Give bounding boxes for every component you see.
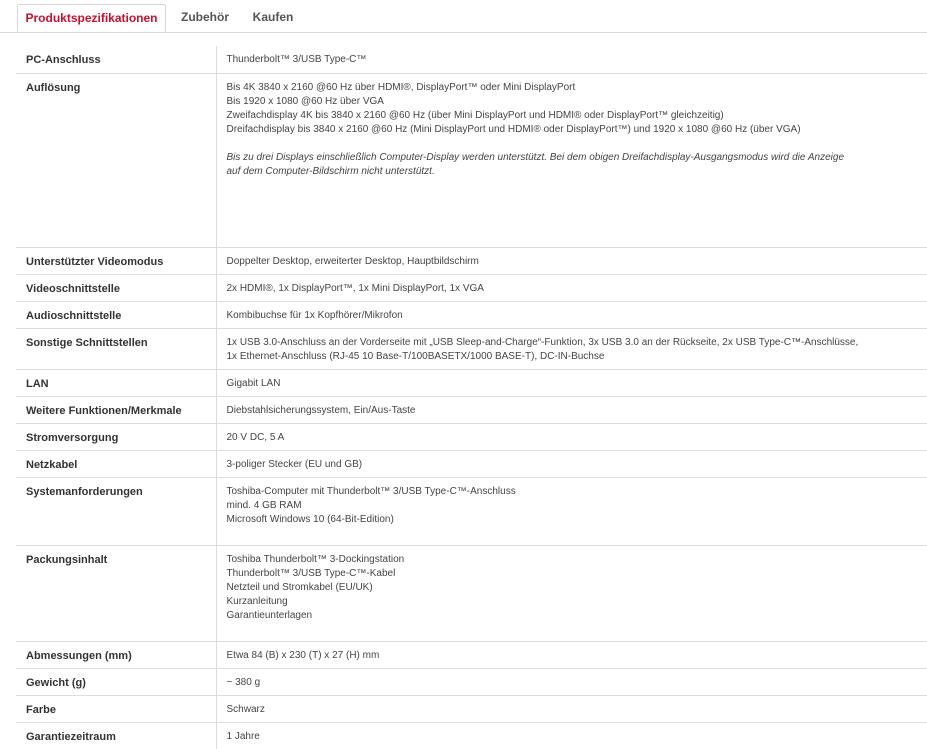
spec-label: Garantiezeitraum [16, 722, 216, 749]
spec-value-line: Etwa 84 (B) x 230 (T) x 27 (H) mm [226, 649, 380, 661]
spec-row-pc-anschluss [16, 46, 927, 73]
spec-value-line: Microsoft Windows 10 (64-Bit-Edition) [226, 513, 394, 525]
spec-label: Videoschnittstelle [16, 274, 216, 301]
spec-value-line: 1x Ethernet-Anschluss (RJ-45 10 Base-T/100BASETX/1000 BASE-T), DC-IN-Buchse [226, 350, 605, 362]
spec-label: PC-Anschluss [16, 46, 216, 73]
spec-value-line: Kurzanleitung [226, 595, 288, 607]
spec-label: Stromversorgung [16, 423, 216, 450]
spec-row-garantiezeitraum [16, 722, 927, 749]
spec-label: Packungsinhalt [16, 545, 216, 641]
spec-value-line: Bis 1920 x 1080 @60 Hz über VGA [226, 95, 384, 107]
spec-value [216, 247, 927, 274]
spec-value-line: 20 V DC, 5 A [226, 431, 285, 443]
spec-value-line: Diebstahlsicherungssystem, Ein/Aus-Taste [226, 404, 416, 416]
spec-value-line: Toshiba Thunderbolt™ 3-Dockingstation [226, 553, 405, 565]
tab-zubehoer[interactable]: Zubehör [181, 10, 229, 24]
spec-value-line: Bis 4K 3840 x 2160 @60 Hz über HDMI®, DisplayPort™ oder Mini DisplayPort [226, 81, 576, 93]
spec-row-videomodus [16, 247, 927, 274]
spec-value-line: ~ 380 g [226, 676, 261, 688]
spec-value [216, 641, 927, 668]
spec-label: Gewicht (g) [16, 668, 216, 695]
spec-value-line: Gigabit LAN [226, 377, 281, 389]
spec-value [216, 668, 927, 695]
spec-row-stromversorgung [16, 423, 927, 450]
spec-row-aufloesung [16, 73, 927, 247]
spec-value-line: Toshiba-Computer mit Thunderbolt™ 3/USB Type-C™-Anschluss [226, 485, 516, 497]
spec-value-line: Zweifachdisplay 4K bis 3840 x 2160 @60 Hz (über Mini DisplayPort und HDMI® oder DisplayPort™ gleichzeitig) [226, 109, 724, 121]
spec-label: Audioschnittstelle [16, 301, 216, 328]
spec-value [216, 423, 927, 450]
spec-value-line: 1 Jahre [226, 730, 260, 742]
spec-value-line: Garantieunterlagen [226, 609, 313, 621]
spec-value-line: Thunderbolt™ 3/USB Type-C™ [226, 54, 367, 65]
tab-bar [0, 0, 927, 33]
spec-label: Unterstützter Videomodus [16, 247, 216, 274]
spec-value [216, 695, 927, 722]
spec-value-line: Doppelter Desktop, erweiterter Desktop, Hauptbildschirm [226, 255, 479, 267]
spec-value-line: Dreifachdisplay bis 3840 x 2160 @60 Hz (Mini DisplayPort und HDMI® oder DisplayPort™) und 1920 x 1080 @60 Hz (über VGA) [226, 123, 801, 135]
spec-note-line: auf dem Computer-Bildschirm nicht unterstützt. [226, 165, 435, 177]
spec-value [216, 369, 927, 396]
spec-value [216, 328, 927, 369]
spec-row-netzkabel [16, 450, 927, 477]
spec-label: Abmessungen (mm) [16, 641, 216, 668]
spec-value [216, 46, 927, 73]
spec-value [216, 545, 927, 641]
spec-label: Auflösung [16, 73, 216, 247]
spec-row-audioschnittstelle [16, 301, 927, 328]
spec-row-farbe [16, 695, 927, 722]
spec-value [216, 396, 927, 423]
spec-value-line: 3-poliger Stecker (EU und GB) [226, 458, 363, 470]
spec-label: Netzkabel [16, 450, 216, 477]
spec-value [216, 477, 927, 545]
spec-table [16, 46, 927, 749]
spec-row-gewicht [16, 668, 927, 695]
spec-value [216, 722, 927, 749]
spec-value [216, 274, 927, 301]
spec-row-systemanforderungen [16, 477, 927, 545]
spec-label: Farbe [16, 695, 216, 722]
spec-label: Weitere Funktionen/Merkmale [16, 396, 216, 423]
spec-row-videoschnittstelle [16, 274, 927, 301]
spec-row-weitere-funktionen [16, 396, 927, 423]
spec-value-line: Schwarz [226, 703, 265, 715]
spec-row-packungsinhalt [16, 545, 927, 641]
spec-value-line: Kombibuchse für 1x Kopfhörer/Mikrofon [226, 309, 403, 321]
spec-row-abmessungen [16, 641, 927, 668]
spec-value [216, 301, 927, 328]
spec-note-line: Bis zu drei Displays einschließlich Computer-Display werden unterstützt. Bei dem obigen Dreifachdisplay-Ausgangsmodus wird die Anzeige [226, 151, 845, 163]
spec-label: LAN [16, 369, 216, 396]
spec-label: Sonstige Schnittstellen [16, 328, 216, 369]
spec-value [216, 450, 927, 477]
spec-value-line: Thunderbolt™ 3/USB Type-C™-Kabel [226, 567, 396, 579]
tab-produktspezifikationen[interactable]: Produktspezifikationen [17, 4, 166, 32]
spec-value-line: 2x HDMI®, 1x DisplayPort™, 1x Mini DisplayPort, 1x VGA [226, 282, 484, 294]
spec-row-lan [16, 369, 927, 396]
spec-value-line: mind. 4 GB RAM [226, 499, 302, 511]
spec-row-sonstige-schnittstellen [16, 328, 927, 369]
spec-value-line: Netzteil und Stromkabel (EU/UK) [226, 581, 373, 593]
tab-kaufen[interactable]: Kaufen [252, 10, 294, 24]
spec-label: Systemanforderungen [16, 477, 216, 545]
spec-value-line: 1x USB 3.0-Anschluss an der Vorderseite mit „USB Sleep-and-Charge“-Funktion, 3x USB 3.0 an der Rückseite, 2x USB Type-C™-Anschlüsse, [226, 336, 859, 348]
spec-note [227, 151, 918, 179]
spec-value [216, 73, 927, 247]
